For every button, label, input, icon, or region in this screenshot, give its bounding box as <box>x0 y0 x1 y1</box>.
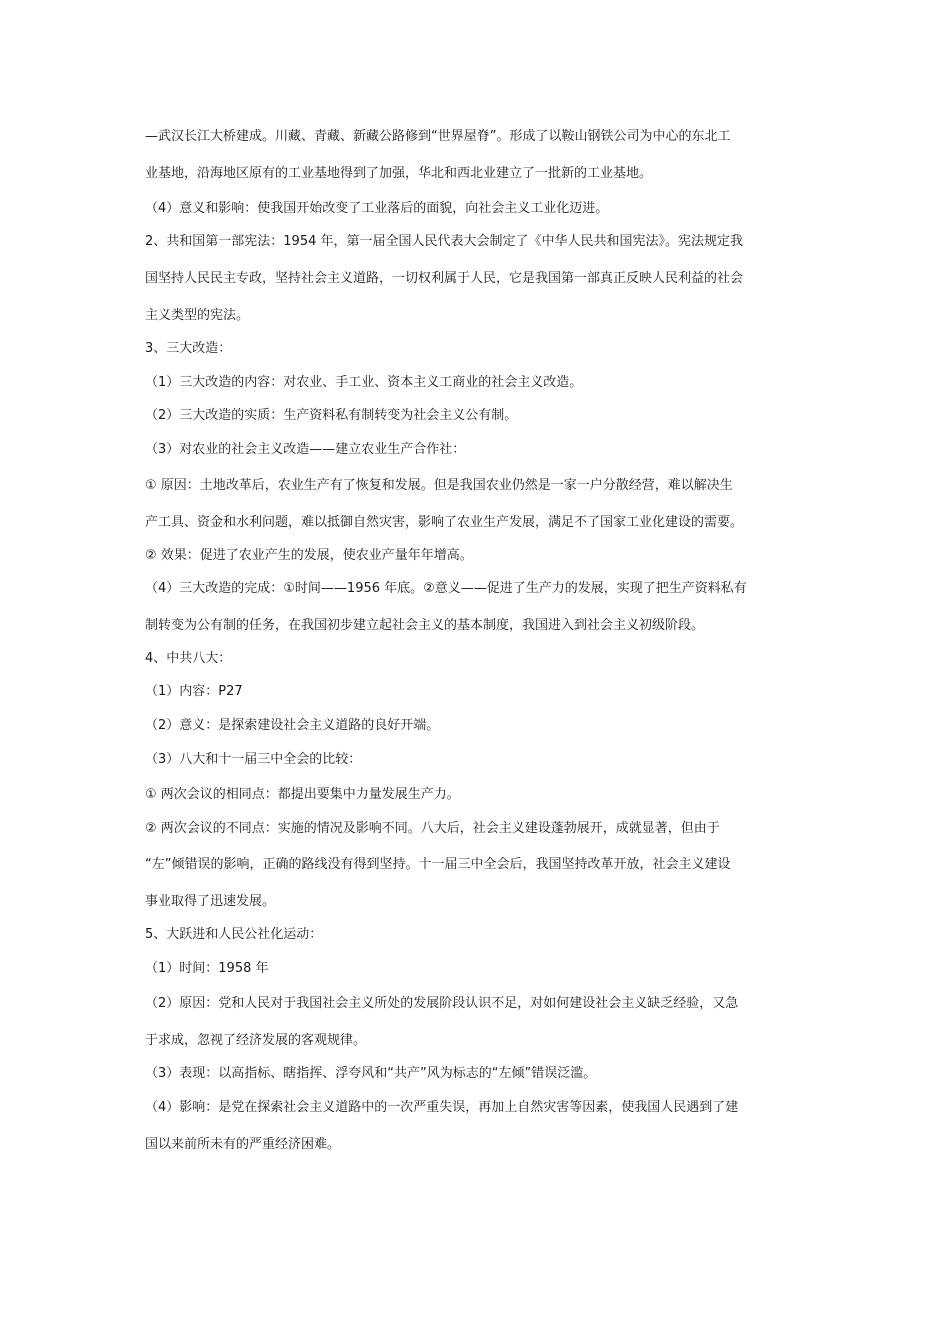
text-line: （2）原因：党和人民对于我国社会主义所处的发展阶段认识不足，对如何建设社会主义缺乏经验，又急 <box>145 996 739 1011</box>
text-line: 国坚持人民民主专政，坚持社会主义道路，一切权利属于人民，它是我国第一部真正反映人民利益的社会 <box>145 271 744 286</box>
text-line: （1）三大改造的内容：对农业、手工业、资本主义工商业的社会主义改造。 <box>145 375 583 390</box>
section-heading: 3、三大改造： <box>145 341 232 356</box>
text-line: （1）内容：P27 <box>145 684 243 699</box>
text-line: ② 两次会议的不同点：实施的情况及影响不同。八大后，社会主义建设蓬勃展开，成就显著，但由于 <box>145 821 720 836</box>
text-line: （3）表现：以高指标、瞎指挥、浮夸风和“共产”风为标志的“左倾”错误泛滥。 <box>145 1066 597 1081</box>
text-line: ① 两次会议的相同点：都提出要集中力量发展生产力。 <box>145 787 460 802</box>
text-line: （3）对农业的社会主义改造——建立农业生产合作社： <box>145 442 466 457</box>
text-line: （2）意义：是探索建设社会主义道路的良好开端。 <box>145 718 440 733</box>
text-line: 国以来前所未有的严重经济困难。 <box>145 1137 341 1152</box>
text-line: “左”倾错误的影响，正确的路线没有得到坚持。十一届三中全会后，我国坚持改革开放，社会主义建设 <box>145 857 731 872</box>
text-line: （1）时间：1958 年 <box>145 961 269 976</box>
text-line: 主义类型的宪法。 <box>145 308 250 323</box>
text-line: （4）意义和影响：使我国开始改变了工业落后的面貌，向社会主义工业化迈进。 <box>145 201 609 216</box>
text-line: —武汉长江大桥建成。川藏、青藏、新藏公路修到“世界屋脊”。形成了以鞍山钢铁公司为中心的东北工 <box>145 129 731 144</box>
text-line: 业基地，沿海地区原有的工业基地得到了加强，华北和西北业建立了一批新的工业基地。 <box>145 166 653 181</box>
section-heading: 5、大跃进和人民公社化运动： <box>145 927 323 942</box>
text-line: （4）影响：是党在探索社会主义道路中的一次严重失误，再加上自然灾害等因素，使我国人民遇到了建 <box>145 1100 739 1115</box>
text-line: 事业取得了迅速发展。 <box>145 894 276 909</box>
text-line: （4）三大改造的完成：①时间——1956 年底。②意义——促进了生产力的发展，实现了把生产资料私有 <box>145 581 747 596</box>
text-line: 产工具、资金和水利问题，难以抵御自然灾害，影响了农业生产发展，满足不了国家工业化建设的需要。 <box>145 515 744 530</box>
text-line: （3）八大和十一届三中全会的比较： <box>145 752 362 767</box>
section-heading: 4、中共八大： <box>145 651 232 666</box>
text-line: ① 原因：土地改革后，农业生产有了恢复和发展。但是我国农业仍然是一家一户分散经营，难以解决生 <box>145 478 733 493</box>
section-heading: 2、共和国第一部宪法：1954 年，第一届全国人民代表大会制定了《中华人民共和国宪法》。宪法规定我 <box>145 234 743 249</box>
text-line: （2）三大改造的实质：生产资料私有制转变为社会主义公有制。 <box>145 408 518 423</box>
text-line: 于求成，忽视了经济发展的客观规律。 <box>145 1033 367 1048</box>
text-line: ② 效果：促进了农业产生的发展，使农业产量年年增高。 <box>145 548 473 563</box>
text-line: 制转变为公有制的任务，在我国初步建立起社会主义的基本制度，我国进入到社会主义初级阶段。 <box>145 618 705 633</box>
